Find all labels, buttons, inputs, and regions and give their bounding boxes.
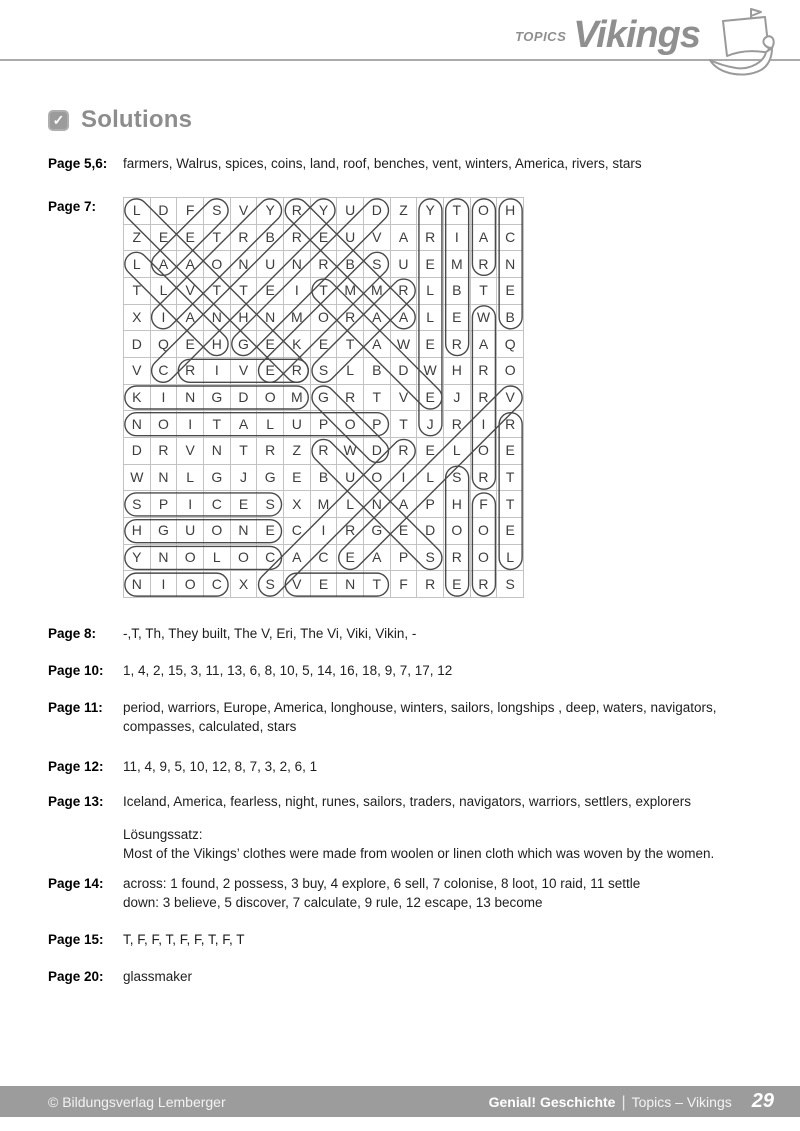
- grid-cell: E: [337, 545, 364, 572]
- word-search-puzzle: [123, 197, 524, 598]
- grid-cell: T: [444, 198, 471, 225]
- grid-cell: Y: [257, 198, 284, 225]
- grid-cell: E: [417, 331, 444, 358]
- answer-text: period, warriors, Europe, America, longhouse, winters, sailors, longships , deep, waters, navigators, compasses, calculated, stars: [123, 700, 717, 734]
- grid-cell: V: [231, 198, 258, 225]
- grid-cell: V: [177, 438, 204, 465]
- brand-text: [515, 16, 700, 54]
- answer-row-page8: [48, 624, 764, 643]
- grid-cell: O: [204, 518, 231, 545]
- answer-row-page11: [48, 698, 764, 736]
- copyright-text: © Bildungsverlag Lemberger: [48, 1093, 226, 1110]
- grid-cell: P: [151, 491, 178, 518]
- grid-cell: F: [177, 198, 204, 225]
- grid-cell: I: [391, 465, 418, 492]
- grid-cell: E: [151, 225, 178, 252]
- grid-cell: A: [151, 251, 178, 278]
- grid-cell: T: [204, 411, 231, 438]
- grid-cell: A: [364, 545, 391, 572]
- grid-cell: E: [257, 358, 284, 385]
- grid-cell: L: [417, 278, 444, 305]
- grid-cell: E: [257, 278, 284, 305]
- grid-cell: N: [151, 545, 178, 572]
- grid-cell: I: [177, 411, 204, 438]
- grid-cell: R: [391, 278, 418, 305]
- grid-cell: C: [151, 358, 178, 385]
- answer-text: farmers, Walrus, spices, coins, land, roof, benches, vent, winters, America, rivers, stars: [123, 156, 642, 171]
- grid-cell: E: [444, 305, 471, 332]
- grid-cell: L: [497, 545, 524, 572]
- grid-cell: Y: [124, 545, 151, 572]
- grid-cell: R: [391, 438, 418, 465]
- grid-cell: A: [284, 545, 311, 572]
- grid-cell: P: [364, 411, 391, 438]
- grid-cell: E: [444, 571, 471, 598]
- grid-cell: A: [177, 251, 204, 278]
- grid-cell: T: [204, 225, 231, 252]
- grid-cell: A: [471, 225, 498, 252]
- grid-cell: L: [177, 465, 204, 492]
- grid-cell: O: [444, 518, 471, 545]
- grid-cell: I: [177, 491, 204, 518]
- grid-cell: U: [177, 518, 204, 545]
- viking-ship-icon: [706, 6, 786, 85]
- grid-cell: B: [444, 278, 471, 305]
- grid-cell: R: [444, 545, 471, 572]
- grid-cell: S: [204, 198, 231, 225]
- grid-cell: E: [284, 465, 311, 492]
- grid-cell: I: [471, 411, 498, 438]
- grid-cell: T: [231, 438, 258, 465]
- grid-cell: N: [284, 251, 311, 278]
- grid-cell: Z: [391, 198, 418, 225]
- grid-cell: R: [497, 411, 524, 438]
- grid-cell: H: [444, 358, 471, 385]
- grid-cell: T: [124, 278, 151, 305]
- grid-cell: I: [151, 385, 178, 412]
- grid-cell: J: [417, 411, 444, 438]
- grid-cell: P: [391, 545, 418, 572]
- grid-cell: O: [364, 465, 391, 492]
- grid-cell: J: [444, 385, 471, 412]
- grid-cell: W: [124, 465, 151, 492]
- grid-cell: O: [311, 305, 338, 332]
- grid-cell: T: [364, 385, 391, 412]
- grid-cell: R: [471, 465, 498, 492]
- grid-cell: N: [257, 305, 284, 332]
- answer-row-page7: [48, 197, 764, 598]
- grid-cell: D: [364, 438, 391, 465]
- page-label: Page 12:: [48, 759, 104, 774]
- grid-cell: S: [311, 358, 338, 385]
- grid-cell: E: [177, 225, 204, 252]
- grid-cell: R: [444, 411, 471, 438]
- grid-cell: G: [257, 465, 284, 492]
- grid-cell: U: [284, 411, 311, 438]
- grid-cell: E: [497, 438, 524, 465]
- grid-cell: S: [124, 491, 151, 518]
- section-title: Topics – Vikings: [631, 1094, 732, 1110]
- grid-cell: G: [231, 331, 258, 358]
- answer-text: [123, 792, 764, 863]
- grid-cell: D: [124, 331, 151, 358]
- grid-cell: B: [257, 225, 284, 252]
- grid-cell: I: [151, 305, 178, 332]
- answer-row-page20: [48, 967, 764, 986]
- grid-cell: O: [151, 411, 178, 438]
- grid-cell: O: [177, 571, 204, 598]
- grid-cell: R: [177, 358, 204, 385]
- grid-cell: A: [391, 491, 418, 518]
- grid-cell: T: [337, 331, 364, 358]
- grid-cell: P: [311, 411, 338, 438]
- solutions-title: Solutions: [81, 106, 193, 133]
- grid-cell: C: [204, 491, 231, 518]
- grid-cell: T: [497, 465, 524, 492]
- grid-cell: O: [204, 251, 231, 278]
- grid-cell: T: [311, 278, 338, 305]
- grid-cell: Q: [151, 331, 178, 358]
- grid-cell: N: [204, 438, 231, 465]
- grid-cell: G: [364, 518, 391, 545]
- grid-cell: K: [124, 385, 151, 412]
- check-badge-icon: ✓: [48, 110, 69, 131]
- grid-cell: A: [177, 305, 204, 332]
- crossword-across-answers: across: 1 found, 2 possess, 3 buy, 4 explore, 6 sell, 7 colonise, 8 loot, 10 raid, 11 settle: [123, 876, 641, 891]
- grid-cell: G: [204, 465, 231, 492]
- grid-cell: R: [471, 385, 498, 412]
- grid-cell: W: [471, 305, 498, 332]
- grid-cell: G: [311, 385, 338, 412]
- grid-cell: N: [231, 251, 258, 278]
- grid-cell: N: [151, 465, 178, 492]
- grid-cell: B: [311, 465, 338, 492]
- grid-cell: L: [337, 358, 364, 385]
- grid-cell: V: [124, 358, 151, 385]
- solutions-heading: [48, 106, 764, 134]
- crossword-down-answers: down: 3 believe, 5 discover, 7 calculate, 9 rule, 12 escape, 13 become: [123, 895, 543, 910]
- answer-row-page15: [48, 930, 764, 949]
- grid-cell: E: [311, 571, 338, 598]
- grid-cell: U: [337, 225, 364, 252]
- answer-text: -,T, Th, They built, The V, Eri, The Vi, Viki, Vikin, -: [123, 626, 417, 641]
- grid-cell: R: [471, 358, 498, 385]
- page-title: Vikings: [573, 14, 700, 56]
- grid-cell: U: [391, 251, 418, 278]
- grid-cell: B: [337, 251, 364, 278]
- grid-cell: H: [444, 491, 471, 518]
- grid-cell: S: [257, 491, 284, 518]
- grid-cell: Z: [124, 225, 151, 252]
- word-search-grid: [123, 197, 524, 598]
- grid-cell: R: [337, 385, 364, 412]
- grid-cell: A: [231, 411, 258, 438]
- grid-cell: S: [417, 545, 444, 572]
- grid-cell: L: [151, 278, 178, 305]
- grid-cell: O: [231, 545, 258, 572]
- grid-cell: D: [364, 198, 391, 225]
- grid-cell: V: [231, 358, 258, 385]
- footer-divider: |: [621, 1094, 626, 1111]
- grid-cell: P: [417, 491, 444, 518]
- grid-cell: L: [417, 305, 444, 332]
- grid-cell: T: [364, 571, 391, 598]
- grid-cell: M: [284, 385, 311, 412]
- grid-cell: L: [204, 545, 231, 572]
- answer-text: [123, 874, 764, 912]
- grid-cell: H: [124, 518, 151, 545]
- grid-cell: C: [497, 225, 524, 252]
- grid-cell: I: [151, 571, 178, 598]
- grid-cell: C: [284, 518, 311, 545]
- grid-cell: R: [284, 225, 311, 252]
- grid-cell: Y: [311, 198, 338, 225]
- answer-text: T, F, F, T, F, F, T, F, T: [123, 932, 245, 947]
- grid-cell: W: [417, 358, 444, 385]
- grid-cell: L: [124, 251, 151, 278]
- grid-cell: N: [124, 571, 151, 598]
- footer-bar: [0, 1086, 800, 1117]
- grid-cell: V: [284, 571, 311, 598]
- answer-text: glassmaker: [123, 969, 193, 984]
- grid-cell: E: [231, 491, 258, 518]
- grid-cell: R: [337, 518, 364, 545]
- grid-cell: O: [471, 198, 498, 225]
- answer-row-page13: [48, 792, 764, 863]
- grid-cell: D: [417, 518, 444, 545]
- grid-cell: Z: [284, 438, 311, 465]
- grid-cell: T: [497, 491, 524, 518]
- grid-cell: Y: [417, 198, 444, 225]
- grid-cell: S: [257, 571, 284, 598]
- page-label: Page 20:: [48, 969, 104, 984]
- grid-cell: D: [151, 198, 178, 225]
- grid-cell: B: [497, 305, 524, 332]
- grid-cell: A: [364, 331, 391, 358]
- grid-cell: O: [471, 518, 498, 545]
- grid-cell: J: [231, 465, 258, 492]
- grid-cell: S: [364, 251, 391, 278]
- grid-cell: B: [364, 358, 391, 385]
- grid-cell: E: [311, 225, 338, 252]
- grid-cell: T: [471, 278, 498, 305]
- grid-cell: E: [257, 518, 284, 545]
- grid-cell: I: [311, 518, 338, 545]
- solution-sentence-block: [123, 825, 764, 863]
- series-title: Genial! Geschichte: [488, 1094, 616, 1110]
- grid-cell: S: [497, 571, 524, 598]
- grid-cell: L: [257, 411, 284, 438]
- grid-cell: E: [497, 518, 524, 545]
- grid-cell: N: [124, 411, 151, 438]
- grid-cell: M: [337, 278, 364, 305]
- grid-cell: L: [124, 198, 151, 225]
- grid-cell: O: [337, 411, 364, 438]
- grid-cell: N: [204, 305, 231, 332]
- page-label: Page 11:: [48, 700, 103, 715]
- grid-cell: A: [364, 305, 391, 332]
- grid-cell: N: [177, 385, 204, 412]
- grid-cell: A: [391, 225, 418, 252]
- grid-cell: I: [204, 358, 231, 385]
- grid-cell: N: [337, 571, 364, 598]
- grid-cell: R: [311, 438, 338, 465]
- grid-cell: N: [497, 251, 524, 278]
- answer-row-page12: [48, 757, 764, 776]
- grid-cell: R: [471, 571, 498, 598]
- answer-text: 11, 4, 9, 5, 10, 12, 8, 7, 3, 2, 6, 1: [123, 759, 318, 774]
- grid-cell: L: [337, 491, 364, 518]
- solution-sentence-text: Most of the Vikings’ clothes were made from woolen or linen cloth which was woven by the women.: [123, 846, 715, 861]
- page13-words: Iceland, America, fearless, night, runes, sailors, traders, navigators, warriors, settlers, explorers: [123, 794, 691, 809]
- grid-cell: C: [311, 545, 338, 572]
- grid-cell: N: [231, 518, 258, 545]
- grid-cell: E: [417, 438, 444, 465]
- header-brand: [515, 6, 786, 85]
- answer-text: 1, 4, 2, 15, 3, 11, 13, 6, 8, 10, 5, 14, 16, 18, 9, 7, 17, 12: [123, 663, 453, 678]
- grid-cell: W: [391, 331, 418, 358]
- grid-cell: F: [471, 491, 498, 518]
- content-column: [48, 106, 764, 1004]
- grid-cell: V: [391, 385, 418, 412]
- grid-cell: V: [497, 385, 524, 412]
- grid-cell: E: [257, 331, 284, 358]
- grid-cell: E: [417, 385, 444, 412]
- grid-cell: O: [177, 545, 204, 572]
- grid-cell: C: [257, 545, 284, 572]
- grid-cell: T: [231, 278, 258, 305]
- grid-cell: R: [151, 438, 178, 465]
- grid-cell: M: [284, 305, 311, 332]
- grid-cell: C: [204, 571, 231, 598]
- grid-cell: T: [204, 278, 231, 305]
- page-number: 29: [751, 1090, 774, 1112]
- grid-cell: A: [471, 331, 498, 358]
- page-label: Page 5,6:: [48, 156, 108, 171]
- grid-cell: R: [311, 251, 338, 278]
- grid-cell: E: [417, 251, 444, 278]
- grid-cell: E: [311, 331, 338, 358]
- page-label: Page 8:: [48, 626, 97, 641]
- answer-row-page14: [48, 874, 764, 912]
- answer-row-page5-6: [48, 154, 764, 173]
- grid-cell: H: [204, 331, 231, 358]
- grid-cell: U: [337, 465, 364, 492]
- grid-cell: U: [337, 198, 364, 225]
- page-label: Page 15:: [48, 932, 104, 947]
- grid-cell: R: [417, 571, 444, 598]
- grid-cell: G: [204, 385, 231, 412]
- grid-cell: X: [231, 571, 258, 598]
- page-label: Page 13:: [48, 794, 104, 809]
- footer-right: [489, 1090, 774, 1113]
- grid-cell: S: [444, 465, 471, 492]
- grid-cell: O: [257, 385, 284, 412]
- grid-cell: V: [364, 225, 391, 252]
- grid-cell: R: [231, 225, 258, 252]
- grid-cell: R: [337, 305, 364, 332]
- grid-cell: L: [444, 438, 471, 465]
- grid-cell: M: [311, 491, 338, 518]
- word-search-area: [123, 197, 764, 598]
- grid-cell: R: [284, 198, 311, 225]
- grid-cell: Q: [497, 331, 524, 358]
- grid-cell: E: [177, 331, 204, 358]
- grid-cell: G: [151, 518, 178, 545]
- grid-cell: N: [364, 491, 391, 518]
- answer-row-page10: [48, 661, 764, 680]
- grid-cell: V: [177, 278, 204, 305]
- grid-cell: T: [391, 411, 418, 438]
- grid-cell: U: [257, 251, 284, 278]
- grid-cell: M: [364, 278, 391, 305]
- grid-cell: E: [497, 278, 524, 305]
- grid-cell: X: [284, 491, 311, 518]
- grid-cell: D: [231, 385, 258, 412]
- grid-cell: H: [231, 305, 258, 332]
- grid-cell: A: [391, 305, 418, 332]
- solution-sentence-label: Lösungssatz:: [123, 827, 203, 842]
- page-label: Page 10:: [48, 663, 104, 678]
- grid-cell: R: [444, 331, 471, 358]
- grid-cell: O: [471, 545, 498, 572]
- grid-cell: M: [444, 251, 471, 278]
- grid-cell: O: [471, 438, 498, 465]
- grid-cell: W: [337, 438, 364, 465]
- grid-cell: D: [391, 358, 418, 385]
- grid-cell: I: [284, 278, 311, 305]
- page-label: Page 7:: [48, 199, 97, 214]
- grid-cell: D: [124, 438, 151, 465]
- page-label: Page 14:: [48, 876, 104, 891]
- grid-cell: X: [124, 305, 151, 332]
- grid-cell: F: [391, 571, 418, 598]
- grid-cell: E: [391, 518, 418, 545]
- grid-cell: L: [417, 465, 444, 492]
- grid-cell: O: [497, 358, 524, 385]
- grid-cell: R: [257, 438, 284, 465]
- topics-label: TOPICS: [515, 29, 567, 44]
- grid-cell: R: [417, 225, 444, 252]
- grid-cell: R: [284, 358, 311, 385]
- grid-cell: K: [284, 331, 311, 358]
- grid-cell: H: [497, 198, 524, 225]
- grid-cell: R: [471, 251, 498, 278]
- grid-cell: I: [444, 225, 471, 252]
